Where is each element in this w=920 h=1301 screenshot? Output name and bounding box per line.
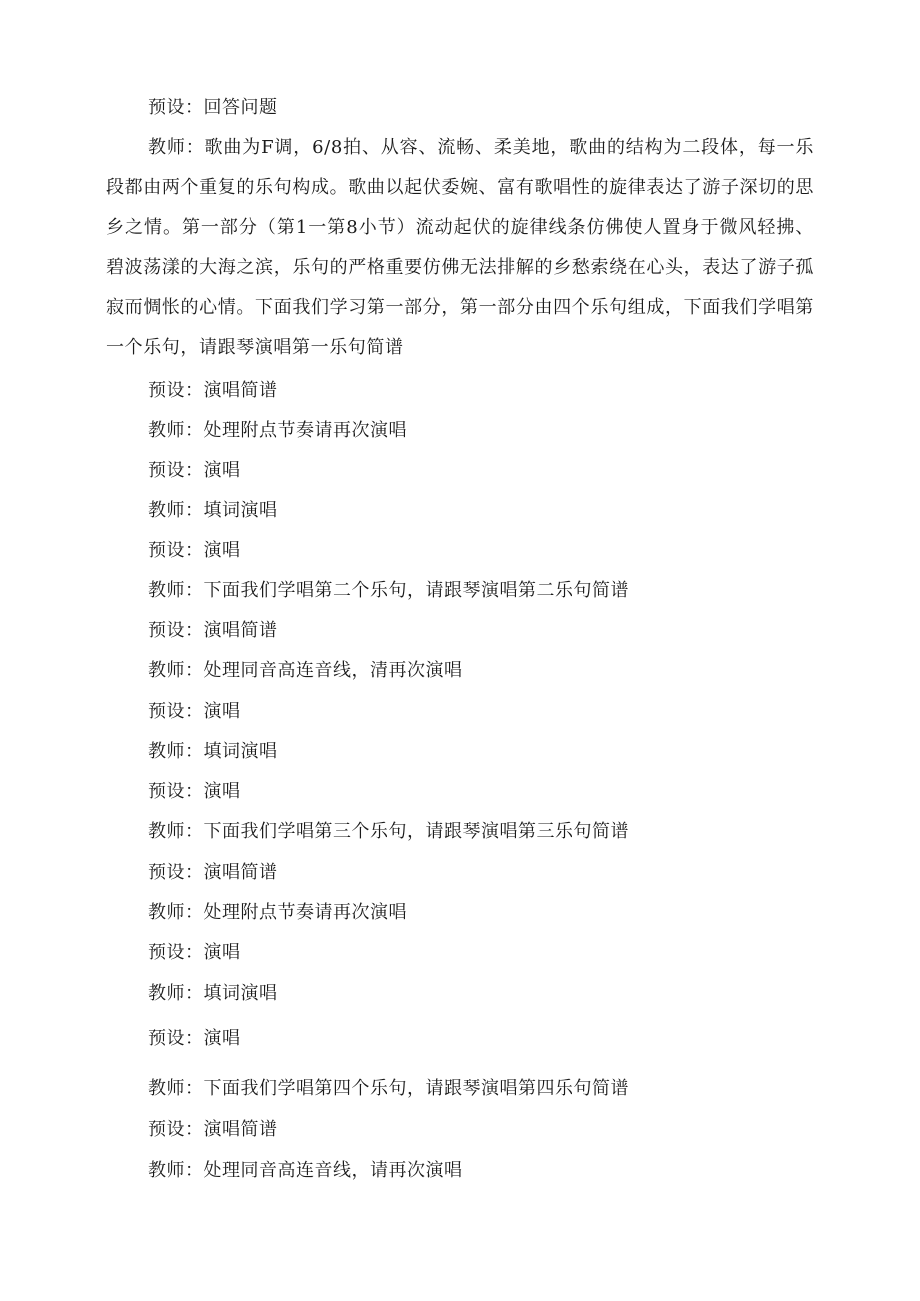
dialogue-line: 教师：下面我们学唱第二个乐句，请跟琴演唱第二乐句简谱 xyxy=(148,580,629,601)
dialogue-line: 预设：演唱 xyxy=(148,460,241,481)
dialogue-line: 预设：演唱简谱 xyxy=(148,620,278,641)
teacher-intro-paragraph: 教师：歌曲为F调，6/8拍、从容、流畅、柔美地，歌曲的结构为二段体，每一乐段都由两个重复的乐句构成。歌曲以起伏委婉、富有歌唱性的旋律表达了游子深切的思乡之情。第一部分（第1一第8小节）流动起伏的旋律线条仿佛使人置身于微风轻拂、碧波荡漾的大海之滨，乐句的严格重要仿佛无法排解的乡愁索绕在心头，表达了游子孤寂而惆怅的心情。下面我们学习第一部分，第一部分由四个乐句组成，下面我们学唱第一个乐句，请跟琴演唱第一乐句简谱 xyxy=(106,137,814,358)
dialogue-line: 教师：处理附点节奏请再次演唱 xyxy=(148,420,407,441)
dialogue-line: 教师：填词演唱 xyxy=(148,500,278,521)
dialogue-line: 教师：下面我们学唱第三个乐句，请跟琴演唱第三乐句简谱 xyxy=(148,821,629,842)
dialogue-line: 预设：演唱简谱 xyxy=(148,1119,278,1140)
dialogue-line: 预设：演唱简谱 xyxy=(148,380,278,401)
dialogue-line: 预设：演唱 xyxy=(148,701,241,722)
dialogue-line: 教师：处理同音高连音线，请再次演唱 xyxy=(148,1160,463,1181)
dialogue-line: 教师：处理同音高连音线，清再次演唱 xyxy=(148,660,463,681)
dialogue-line: 预设：演唱 xyxy=(148,781,241,802)
dialogue-line: 教师：处理附点节奏请再次演唱 xyxy=(148,902,407,923)
dialogue-line: 预设：演唱 xyxy=(148,1028,241,1049)
dialogue-line: 教师：填词演唱 xyxy=(148,741,278,762)
dialogue-line: 预设：演唱 xyxy=(148,942,241,963)
dialogue-line: 教师：下面我们学唱第四个乐句，请跟琴演唱第四乐句简谱 xyxy=(148,1078,629,1099)
dialogue-line: 预设：回答问题 xyxy=(148,97,278,118)
dialogue-line: 预设：演唱简谱 xyxy=(148,862,278,883)
dialogue-line: 预设：演唱 xyxy=(148,540,241,561)
dialogue-line: 教师：填词演唱 xyxy=(148,983,278,1004)
